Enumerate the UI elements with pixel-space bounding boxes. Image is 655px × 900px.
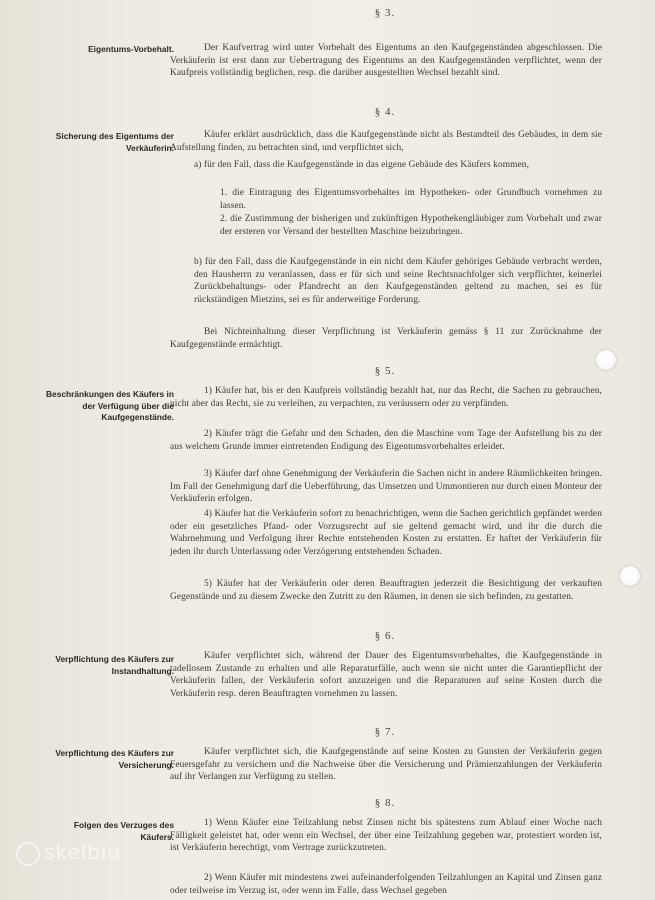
section-5-para-3: 3) Käufer darf ohne Genehmigung der Verkäuferin die Sachen nicht in andere Räumlichkeiten bringen. Im Fall der Genehmigung darf die Ueberführung, das Umsetzen und Ummontieren nur durch einen Monteur der Verkäuferin erfolgen.: [170, 469, 602, 505]
section-6-heading: § 6.: [374, 630, 396, 642]
section-5-para-4: 4) Käufer hat die Verkäuferin sofort zu benachrichtigen, wenn die Sachen gerichtlich gepfändet werden oder ein gesetzliches Pfand- oder Vorzugsrecht auf sie geltend gemacht wird, und ihr die durch die Wahrnehmung und Verfolgung ihrer Rechte entstehenden Kosten zu erstatten. Er haftet der Verkäuferin für jeden ihr durch Unterlassung oder Verzögerung entstehenden Schaden.: [170, 509, 602, 557]
section-5-heading: § 5.: [374, 365, 396, 377]
section-4-item-b: b) für den Fall, dass die Kaufgegenstände in ein nicht dem Käufer gehöriges Gebäude verbracht werden, den Hausherrn zu veranlassen, dass er für sich und seine Rechtsnachfolger sich verpflichtet, keinerlei Zurückbehaltungs- oder Pfandrecht an den Kaufgegenständen geltend zu machen, sei es für rückständigen Mietzins, sei es für anderweitige Forderung.: [194, 257, 602, 305]
section-3-heading: § 3.: [374, 7, 396, 19]
section-8-para-1: 1) Wenn Käufer eine Teilzahlung nebst Zinsen nicht bis spätestens zum Ablauf einer Woche nach Fälligkeit geleistet hat, oder wenn ein Wechsel, der über eine Teilzahlung gegeben war, protestiert worden ist, ist Verkäuferin berechtigt, vom Vertrage zurückzutreten.: [170, 818, 602, 854]
section-4-item-1: 1. die Eintragung des Eigentumsvorbehaltes im Hypotheken- oder Grundbuch vornehmen zu lassen.: [220, 188, 602, 211]
section-5-para-5: 5) Käufer hat der Verkäuferin oder deren Beauftragten jederzeit die Besichtigung der verkauften Gegenstände und zu diesem Zwecke den Zutritt zu den Räumen, in denen sie sich befinden, zu gestatten.: [170, 579, 602, 602]
watermark-logo-icon: [16, 842, 40, 866]
punch-hole-upper: [596, 350, 616, 370]
section-8-heading: § 8.: [374, 797, 396, 809]
punch-hole-lower: [620, 566, 640, 586]
margin-note-instandhaltung: Verpflichtung des Käufers zur Instandhaltung.: [55, 654, 174, 676]
section-6-paragraph: Käufer verpflichtet sich, während der Dauer des Eigentumsvorbehaltes, die Kaufgegenstände in tadellosem Zustande zu erhalten und alle Reparaturfälle, auch wenn sie nicht unter die Garantiepflicht der Verkäuferin fallen, der Verkäuferin sofort anzuzeigen und die Reparaturen auf seine Kosten durch die Verkäuferin resp. deren Beauftragten vornehmen zu lassen.: [170, 651, 602, 699]
section-5-para-2: 2) Käufer trägt die Gefahr und den Schaden, den die Maschine vom Tage der Aufstellung bis zu der aus welchem Grunde immer eintretenden Endigung des Eigentumsvorbehaltes erleidet.: [170, 429, 602, 452]
section-4-item-a: a) für den Fall, dass die Kaufgegenstände in das eigene Gebäude des Käufers kommen,: [194, 160, 530, 170]
margin-note-eigentums-vorbehalt: Eigentums-Vorbehalt.: [88, 44, 174, 54]
section-4-intro: Käufer erklärt ausdrücklich, dass die Kaufgegenstände nicht als Bestandteil des Gebäudes, in dem sie Aufstellung finden, zu betrachten sind, und verpflichtet sich,: [170, 130, 602, 153]
margin-note-sicherung: Sicherung des Eigentums der Verkäuferin.: [55, 131, 174, 153]
section-3-paragraph: Der Kaufvertrag wird unter Vorbehalt des Eigentums an den Kaufgegenständen abgeschlossen. Die Verkäuferin ist erst dann zur Uebertragung des Eigentums an den Kaufgegenständen verpflichtet, wenn der Kaufpreis vollständig beglichen, resp. die darüber ausgestellten Wechsel bezahlt sind.: [170, 43, 602, 79]
section-7-heading: § 7.: [374, 726, 396, 738]
margin-note-verzug: Folgen des Verzuges des Käufers.: [73, 820, 174, 842]
section-5-para-1: 1) Käufer hat, bis er den Kaufpreis vollständig bezahlt hat, nur das Recht, die Sachen zu gebrauchen, nicht aber das Recht, sie zu verleihen, zu verpachten, zu veräussern oder zu verpfänden.: [170, 386, 602, 409]
section-4-item-2: 2. die Zustimmung der bisherigen und zukünftigen Hypothekengläubiger zum Vorbehalt und zwar der ersteren vor Versand der bestellten Maschine beizubringen.: [220, 214, 602, 237]
section-4-heading: § 4.: [374, 106, 396, 118]
watermark: [16, 840, 121, 866]
margin-note-versicherung: Verpflichtung des Käufers zur Versicherung.: [55, 748, 174, 770]
watermark-text: skelbiu: [44, 840, 122, 864]
section-8-para-2: 2) Wenn Käufer mit mindestens zwei aufeinanderfolgenden Teilzahlungen an Kapital und Zinsen ganz oder teilweise im Verzug ist, oder wenn im Falle, dass Wechsel gegeben: [170, 873, 602, 896]
margin-note-beschraenkungen: Beschränkungen des Käufers in der Verfügung über die Kaufgegenstände.: [46, 389, 174, 422]
section-4-closing: Bei Nichteinhaltung dieser Verpflichtung ist Verkäuferin gemäss § 11 zur Zurücknahme der Kaufgegenstände ermächtigt.: [170, 327, 602, 350]
section-7-paragraph: Käufer verpflichtet sich, die Kaufgegenstände auf seine Kosten zu Gunsten der Verkäuferin gegen Feuersgefahr zu versichern und die Nachweise über die Versicherung und Prämienzahlungen der Verkäuferin auf ihr Verlangen zur Verfügung zu stellen.: [170, 747, 602, 783]
